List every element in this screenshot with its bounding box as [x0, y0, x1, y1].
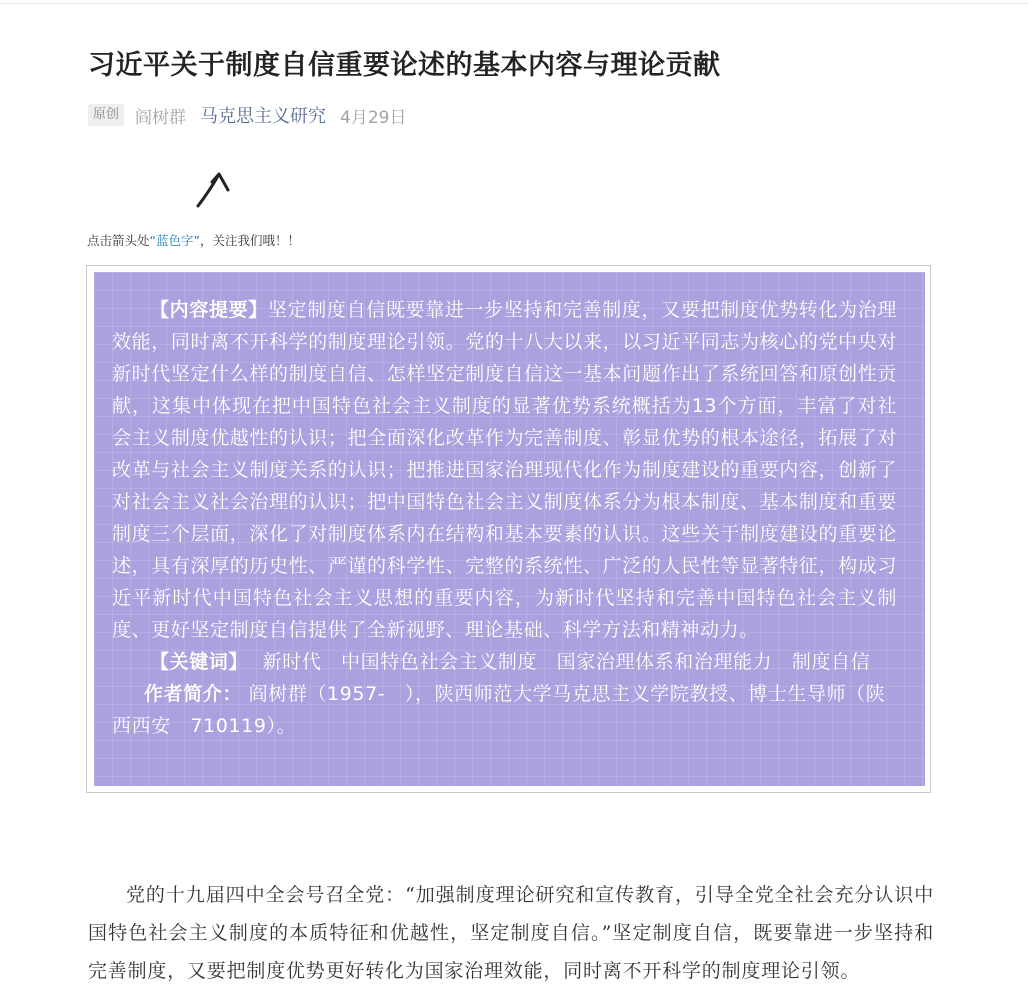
publish-date: 4月29日	[340, 107, 407, 128]
arrow-up-icon[interactable]	[190, 160, 242, 216]
hint-suffix: ，关注我们哦！！	[199, 233, 300, 248]
bio-text: 阎树群（1957- ），陕西师范大学马克思主义学院教授、博士生导师（陕西西安 710119）。	[112, 683, 886, 737]
abstract-text: 坚定制度自信既要靠进一步坚持和完善制度，又要把制度优势转化为治理效能，同时离不开科学的制度理论引领。党的十八大以来，以习近平同志为核心的党中央对新时代坚定什么样的制度自信、怎样坚定制度自信这一基本问题作出了系统回答和原创性贡献，这集中体现在把中国特色社会主义制度的显著优势系统概括为13个方面，丰富了对社会主义制度优越性的认识；把全面深化改革作为完善制度、彰显优势的根本途径，拓展了对改革与社会主义制度关系的认识；把推进国家治理现代化作为制度建设的重要内容，创新了对社会主义社会治理的认识；把中国特色社会主义制度体系分为根本制度、基本制度和重要制度三个层面，深化了对制度体系内在结构和基本要素的认识。这些关于制度建设的重要论述，具有深厚的历史性、严谨的科学性、完整的系统性、广泛的人民性等显著特征，构成习近平新时代中国特色社会主义思想的重要内容，为新时代坚持和完善中国特色社会主义制度、更好坚定制度自信提供了全新视野、理论基础、科学方法和精神动力。	[112, 299, 898, 641]
bio-label: 作者简介：	[144, 683, 243, 705]
abstract-paragraph	[112, 294, 897, 646]
author-name: 阎树群	[135, 107, 187, 128]
article-meta	[88, 100, 406, 130]
hint-blue-text[interactable]: “蓝色字”	[149, 233, 200, 248]
top-divider	[0, 3, 1028, 4]
hint-prefix: 点击箭头处	[87, 233, 150, 248]
author-bio-paragraph	[112, 678, 897, 742]
body-paragraph: 党的十九届四中全会号召全党：“加强制度理论研究和宣传教育，引导全党全社会充分认识中国特色社会主义制度的本质特征和优越性，坚定制度自信。”坚定制度自信，既要靠进一步坚持和完善制度，又要把制度优势更好转化为国家治理效能，同时离不开科学的制度理论引领。	[88, 884, 934, 982]
summary-box	[86, 265, 931, 793]
summary-panel	[94, 272, 925, 786]
keywords-paragraph	[112, 646, 897, 678]
follow-hint	[87, 231, 300, 249]
keywords-text: 新时代 中国特色社会主义制度 国家治理体系和治理能力 制度自信	[262, 651, 871, 673]
original-badge: 原创	[88, 104, 124, 126]
abstract-label: 【内容提要】	[150, 299, 268, 321]
keywords-label: 【关键词】	[150, 651, 249, 673]
article-title: 习近平关于制度自信重要论述的基本内容与理论贡献	[88, 50, 721, 81]
account-link[interactable]: 马克思主义研究	[200, 106, 327, 127]
